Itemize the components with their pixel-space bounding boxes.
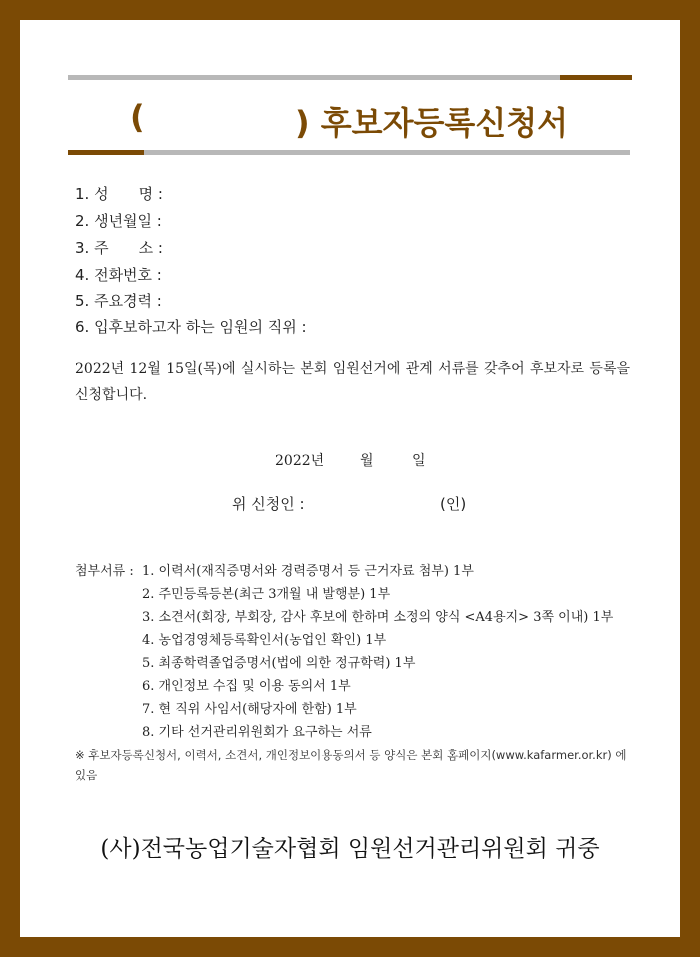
field-address: 3. 주 소 : (75, 239, 163, 257)
attachment-item: 8. 기타 선거관리위원회가 요구하는 서류 (142, 725, 372, 740)
attachment-item: 7. 현 직위 사임서(해당자에 한함) 1부 (142, 702, 357, 717)
field-career: 5. 주요경력 : (75, 292, 162, 310)
top-gray-rule (68, 75, 560, 80)
form-note: ※ 후보자등록신청서, 이력서, 소견서, 개인정보이용동의서 등 양식은 본회 홈페이지(www.kafarmer.or.kr) 에 있음 (75, 748, 627, 782)
bottom-brown-rule (68, 150, 144, 155)
attachment-item: 5. 최종학력졸업증명서(법에 의한 정규학력) 1부 (142, 656, 416, 671)
top-brown-rule (560, 75, 632, 80)
date-day: 일 (412, 453, 426, 469)
attachment-item: 1. 이력서(재직증명서와 경력증명서 등 근거자료 첨부) 1부 (142, 564, 474, 579)
document-page (20, 20, 680, 937)
title-row (20, 98, 680, 142)
field-position: 6. 입후보하고자 하는 임원의 직위 : (75, 318, 307, 336)
attachment-item: 6. 개인정보 수집 및 이용 동의서 1부 (142, 679, 351, 694)
field-name: 1. 성 명 : (75, 185, 163, 203)
bottom-gray-rule (144, 150, 630, 155)
application-statement: 2022년 12월 15일(목)에 실시하는 본회 임원선거에 관계 서류를 갖추어 후보자로 등록을 신청합니다. (75, 361, 630, 403)
attachment-item: 3. 소견서(회장, 부회장, 감사 후보에 한하며 소정의 양식 <A4용지> 3쪽 이내) 1부 (142, 610, 614, 625)
field-birthdate: 2. 생년월일 : (75, 212, 162, 230)
field-phone: 4. 전화번호 : (75, 266, 162, 284)
applicant-label: 위 신청인 : (232, 495, 305, 513)
recipient-footer: (사)전국농업기술자협회 임원선거관리위원회 귀중 (100, 836, 600, 862)
attachments-label: 첨부서류 : (75, 564, 134, 579)
title-open-paren: ( (130, 98, 145, 136)
attachment-item: 2. 주민등록등본(최근 3개월 내 발행분) 1부 (142, 587, 391, 602)
date-year: 2022년 (275, 453, 325, 469)
attachment-item: 4. 농업경영체등록확인서(농업인 확인) 1부 (142, 633, 387, 648)
seal-mark: (인) (440, 495, 467, 513)
page-title: ) 후보자등록신청서 (295, 104, 569, 142)
date-month: 월 (360, 453, 374, 469)
